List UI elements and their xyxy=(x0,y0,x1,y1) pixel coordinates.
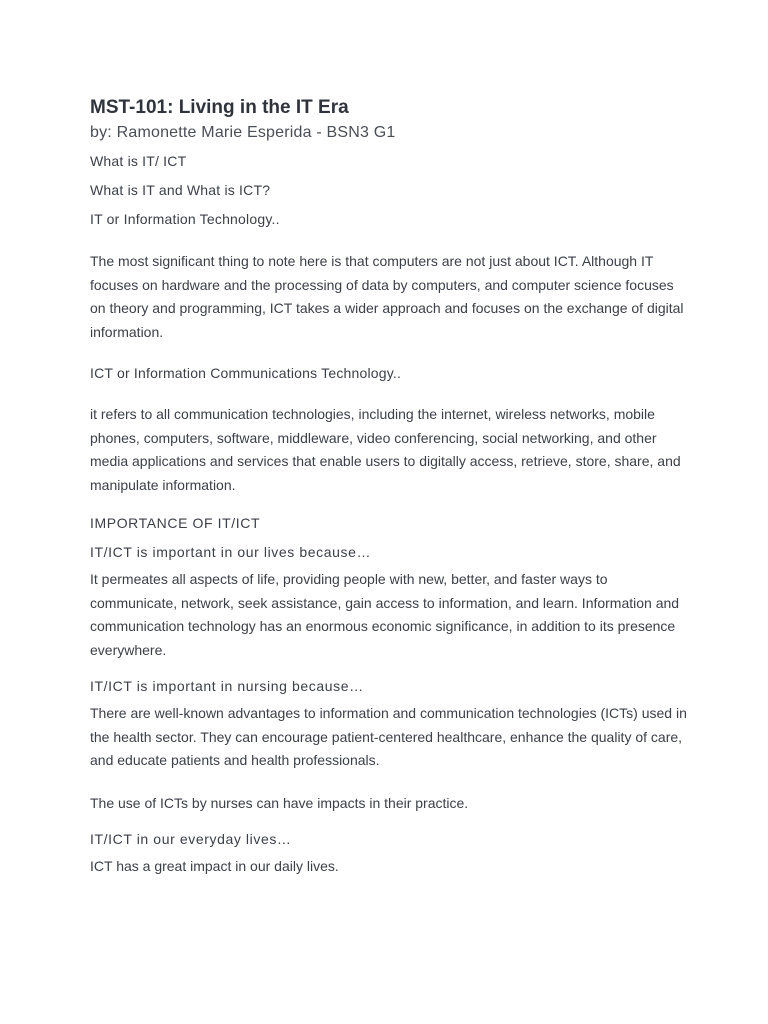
everyday-lives-heading: IT/ICT in our everyday lives… xyxy=(90,831,292,847)
importance-nursing-heading: IT/ICT is important in nursing because… xyxy=(90,678,364,694)
importance-heading: IMPORTANCE OF IT/ICT xyxy=(90,515,261,531)
document-title: MST-101: Living in the IT Era xyxy=(90,97,349,118)
importance-nursing-paragraph: There are well-known advantages to information and communication technologies (ICTs) used in the health sector. They can encourage patient-centered healthcare, enhance the quality of care, and educate patients and health professionals. xyxy=(90,705,687,768)
importance-lives-heading: IT/ICT is important in our lives because… xyxy=(90,544,372,560)
ict-definition-paragraph: it refers to all communication technologies, including the internet, wireless networks, mobile phones, computers, software, middleware, video conferencing, social networking, and other media applications and services that enable users to digitally access, retrieve, store, share, and manipulate information. xyxy=(90,406,681,493)
ict-definition-heading: ICT or Information Communications Technology.. xyxy=(90,365,402,381)
it-definition-paragraph: The most significant thing to note here is that computers are not just about ICT. Although IT focuses on hardware and the processing of data by computers, and computer science focuses on theory and programming, ICT takes a wider approach and focuses on the exchange of digital information. xyxy=(90,253,684,340)
nurses-impact-paragraph: The use of ICTs by nurses can have impacts in their practice. xyxy=(90,794,469,811)
everyday-lives-paragraph: ICT has a great impact in our daily lives. xyxy=(90,858,339,874)
importance-lives-paragraph: It permeates all aspects of life, providing people with new, better, and faster ways to communicate, network, seek assistance, gain access to information, and learn. Information and communication technology has an enormous economic significance, in addition to its presence everywhere. xyxy=(90,571,680,658)
question-what-is-it-ict: What is IT/ ICT xyxy=(90,153,187,169)
question-what-is-it-and-ict: What is IT and What is ICT? xyxy=(90,182,271,198)
author-byline: by: Ramonette Marie Esperida - BSN3 G1 xyxy=(90,124,396,141)
document-page xyxy=(90,96,690,879)
it-definition-heading: IT or Information Technology.. xyxy=(90,211,280,227)
